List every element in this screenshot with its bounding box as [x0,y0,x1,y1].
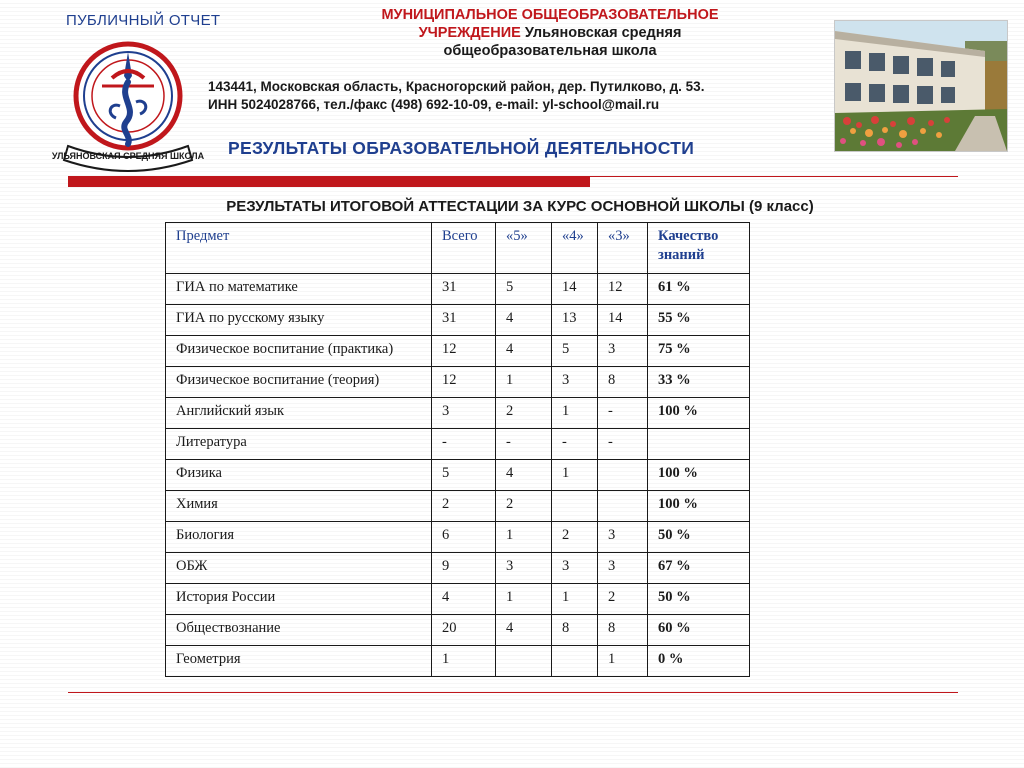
cell-g5: 2 [496,398,552,429]
cell-total: 12 [432,336,496,367]
cell-quality: 50 % [648,584,750,615]
cell-quality: 67 % [648,553,750,584]
divider-thick-bar [68,176,590,187]
cell-g4 [552,491,598,522]
cell-g3: 1 [598,646,648,677]
org-line-3: общеобразовательная школа [443,43,657,59]
footer-divider-line [68,692,958,693]
divider-thin-line [590,176,958,177]
cell-total: 2 [432,491,496,522]
col-header-total: Всего [432,223,496,274]
cell-g5: 4 [496,305,552,336]
cell-g5: 4 [496,615,552,646]
cell-g3: 12 [598,274,648,305]
table-row [166,367,750,398]
cell-subject: История России [166,584,432,615]
cell-g5: 3 [496,553,552,584]
table-title [68,198,972,215]
contacts-line: ИНН 5024028766, тел./факс (498) 692-10-09, e-mail: yl-school@mail.ru [208,97,660,112]
organization-title [300,6,800,60]
cell-g3: 14 [598,305,648,336]
public-report-label: ПУБЛИЧНЫЙ ОТЧЕТ [66,12,221,29]
cell-g5 [496,646,552,677]
cell-g5: 1 [496,584,552,615]
cell-total: - [432,429,496,460]
cell-g3 [598,460,648,491]
cell-g4: 1 [552,460,598,491]
cell-subject: Биология [166,522,432,553]
cell-subject: Обществознание [166,615,432,646]
col-header-grade4: «4» [552,223,598,274]
cell-subject: Физика [166,460,432,491]
table-title-bold: РЕЗУЛЬТАТЫ ИТОГОВОЙ АТТЕСТАЦИИ ЗА КУРС ОСНОВНОЙ ШКОЛЫ [226,198,745,215]
cell-g3: 3 [598,336,648,367]
cell-quality: 75 % [648,336,750,367]
table-row [166,615,750,646]
cell-subject: Химия [166,491,432,522]
cell-g4: - [552,429,598,460]
address-block [208,78,704,114]
table-row [166,305,750,336]
cell-g4: 13 [552,305,598,336]
table-row [166,553,750,584]
cell-g4: 3 [552,553,598,584]
col-header-subject: Предмет [166,223,432,274]
cell-g5: 4 [496,460,552,491]
cell-total: 3 [432,398,496,429]
cell-subject: ГИА по русскому языку [166,305,432,336]
cell-g4: 8 [552,615,598,646]
col-header-grade3: «3» [598,223,648,274]
table-row [166,429,750,460]
cell-g3 [598,491,648,522]
table-row [166,274,750,305]
cell-total: 1 [432,646,496,677]
table-header-row [166,223,750,274]
cell-g4: 1 [552,584,598,615]
cell-g4: 1 [552,398,598,429]
cell-quality: 0 % [648,646,750,677]
cell-total: 9 [432,553,496,584]
cell-quality: 100 % [648,491,750,522]
section-title: РЕЗУЛЬТАТЫ ОБРАЗОВАТЕЛЬНОЙ ДЕЯТЕЛЬНОСТИ [228,138,695,158]
cell-total: 5 [432,460,496,491]
cell-g3: - [598,429,648,460]
cell-total: 6 [432,522,496,553]
org-line-2a: УЧРЕЖДЕНИЕ [418,25,521,41]
col-header-quality: Качество знаний [648,223,750,274]
cell-g5: 2 [496,491,552,522]
cell-g5: 5 [496,274,552,305]
cell-g4: 3 [552,367,598,398]
cell-subject: ОБЖ [166,553,432,584]
cell-g5: 1 [496,367,552,398]
cell-g3: 3 [598,522,648,553]
cell-quality: 50 % [648,522,750,553]
cell-g4: 14 [552,274,598,305]
cell-subject: Физическое воспитание (практика) [166,336,432,367]
table-row [166,398,750,429]
cell-quality: 60 % [648,615,750,646]
table-row [166,584,750,615]
results-table [165,222,750,677]
cell-quality [648,429,750,460]
cell-total: 4 [432,584,496,615]
table-row [166,336,750,367]
col-header-grade5: «5» [496,223,552,274]
cell-total: 20 [432,615,496,646]
cell-total: 12 [432,367,496,398]
cell-g5: 1 [496,522,552,553]
cell-g3: 8 [598,615,648,646]
cell-quality: 100 % [648,398,750,429]
cell-g4: 5 [552,336,598,367]
cell-g5: 4 [496,336,552,367]
school-building-photo [834,20,1008,152]
cell-subject: Геометрия [166,646,432,677]
cell-g3: 2 [598,584,648,615]
org-line-1: МУНИЦИПАЛЬНОЕ ОБЩЕОБРАЗОВАТЕЛЬНОЕ [381,7,719,23]
table-row [166,460,750,491]
cell-total: 31 [432,274,496,305]
logo-ring-text: УЛЬЯНОВСКАЯ СРЕДНЯЯ ШКОЛА [51,151,205,161]
table-row [166,646,750,677]
school-logo [51,36,205,166]
table-title-class: (9 класс) [744,198,814,215]
cell-g4: 2 [552,522,598,553]
table-row [166,491,750,522]
cell-subject: ГИА по математике [166,274,432,305]
table-row [166,522,750,553]
cell-quality: 55 % [648,305,750,336]
cell-total: 31 [432,305,496,336]
address-line: 143441, Московская область, Красногорский район, дер. Путилково, д. 53. [208,79,705,94]
cell-quality: 100 % [648,460,750,491]
header-divider [68,174,958,190]
cell-quality: 61 % [648,274,750,305]
cell-g5: - [496,429,552,460]
cell-subject: Физическое воспитание (теория) [166,367,432,398]
org-line-2b: Ульяновская средняя [524,25,682,41]
cell-g3: 3 [598,553,648,584]
cell-subject: Английский язык [166,398,432,429]
cell-g3: 8 [598,367,648,398]
cell-quality: 33 % [648,367,750,398]
cell-g4 [552,646,598,677]
cell-g3: - [598,398,648,429]
cell-subject: Литература [166,429,432,460]
